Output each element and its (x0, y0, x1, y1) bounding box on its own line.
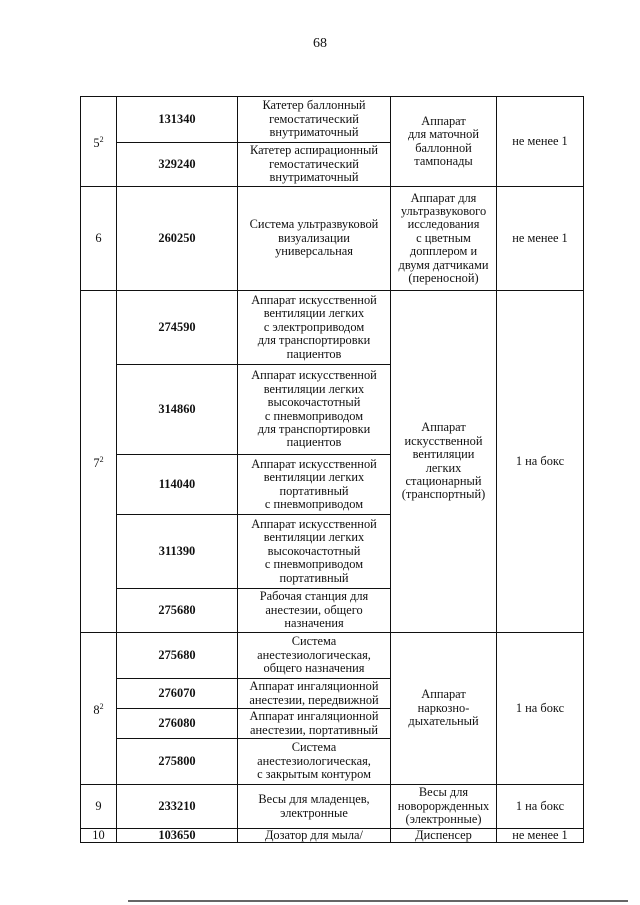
row-number: $7^2$ (81, 291, 117, 633)
item-name: Дозатор для мыла/ (238, 829, 391, 843)
table-row (81, 97, 584, 143)
table-row (81, 291, 584, 365)
table-row (81, 633, 584, 679)
equipment-group: Аппарат для маточной баллонной тампонады (391, 97, 497, 187)
item-code: 260250 (117, 187, 238, 291)
item-code: 314860 (117, 365, 238, 455)
item-name: Катетер баллонный гемостатический внутриматочный (238, 97, 391, 143)
item-name: Аппарат ингаляционной анестезии, портативный (238, 709, 391, 739)
row-number: $8^2$ (81, 633, 117, 785)
item-code: 274590 (117, 291, 238, 365)
item-name: Система анестезиологическая, с закрытым контуром (238, 739, 391, 785)
equipment-table (80, 96, 584, 843)
item-code: 275800 (117, 739, 238, 785)
quantity: не менее 1 (497, 187, 584, 291)
item-code: 103650 (117, 829, 238, 843)
equipment-group: Аппарат искусственной вентиляции легких стационарный (транспортный) (391, 291, 497, 633)
row-number: 6 (81, 187, 117, 291)
quantity: не менее 1 (497, 97, 584, 187)
quantity: не менее 1 (497, 829, 584, 843)
item-name: Аппарат искусственной вентиляции легких портативный с пневмоприводом (238, 455, 391, 515)
item-name: Система ультразвуковой визуализации универсальная (238, 187, 391, 291)
item-code: 275680 (117, 589, 238, 633)
item-name: Катетер аспирационный гемостатический внутриматочный (238, 143, 391, 187)
equipment-group: Аппарат для ультразвукового исследования с цветным допплером и двумя датчиками (переносной) (391, 187, 497, 291)
item-name: Рабочая станция для анестезии, общего назначения (238, 589, 391, 633)
table-row (81, 785, 584, 829)
scan-edge-line (128, 900, 628, 902)
equipment-group: Весы для новороржденных (электронные) (391, 785, 497, 829)
item-code: 233210 (117, 785, 238, 829)
quantity: 1 на бокс (497, 633, 584, 785)
item-name: Система анестезиологическая, общего назначения (238, 633, 391, 679)
item-name: Аппарат искусственной вентиляции легких с электроприводом для транспортировки пациентов (238, 291, 391, 365)
quantity: 1 на бокс (497, 785, 584, 829)
row-number: 10 (81, 829, 117, 843)
page-number: 68 (313, 36, 327, 51)
equipment-group: Аппарат наркозно- дыхательный (391, 633, 497, 785)
item-code: 275680 (117, 633, 238, 679)
item-code: 329240 (117, 143, 238, 187)
item-name: Весы для младенцев, электронные (238, 785, 391, 829)
item-code: 114040 (117, 455, 238, 515)
item-code: 311390 (117, 515, 238, 589)
quantity: 1 на бокс (497, 291, 584, 633)
item-name: Аппарат ингаляционной анестезии, передвижной (238, 679, 391, 709)
row-number: 9 (81, 785, 117, 829)
item-code: 276080 (117, 709, 238, 739)
item-name: Аппарат искусственной вентиляции легких высокочастотный с пневмоприводом для транспортировки пациентов (238, 365, 391, 455)
item-name: Аппарат искусственной вентиляции легких высокочастотный с пневмоприводом портативный (238, 515, 391, 589)
equipment-group: Диспенсер (391, 829, 497, 843)
item-code: 131340 (117, 97, 238, 143)
row-number: $5^2$ (81, 97, 117, 187)
item-code: 276070 (117, 679, 238, 709)
table-row (81, 829, 584, 843)
table-row (81, 187, 584, 291)
